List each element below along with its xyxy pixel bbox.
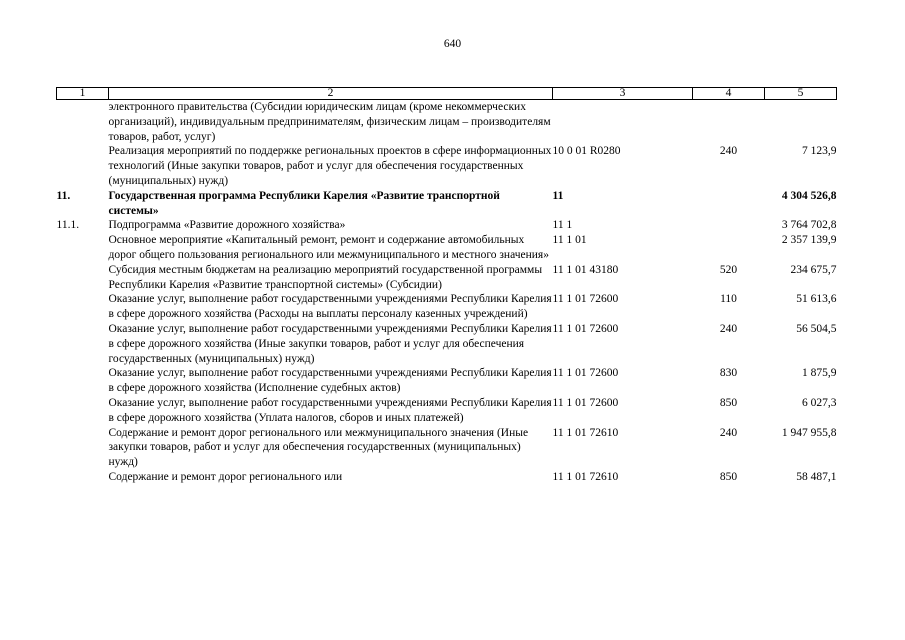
row-number [57,233,109,263]
row-amount: 58 487,1 [796,470,837,483]
budget-table [56,87,837,485]
row-number: 11.1. [56,219,80,232]
row-expense-type: 110 [720,293,737,306]
row-amount: 234 675,7 [790,263,837,276]
row-name: Государственная программа Республики Карелия «Развитие транспортной системы» [108,189,500,217]
table-row [57,100,837,145]
row-expense-type [693,218,765,233]
row-amount: 1 947 955,8 [781,426,837,439]
table-row [57,292,837,322]
row-amount: 56 504,5 [796,322,837,335]
column-header-4: 4 [693,88,765,100]
page-number: 640 [443,38,462,50]
row-name: Субсидия местным бюджетам на реализацию мероприятий государственной программы Республики Карелия «Развитие транспортной системы» (Субсидии) [108,263,543,291]
row-code: 10 0 01 R0280 [552,145,621,158]
row-amount [765,100,837,145]
row-code: 11 1 01 72610 [552,470,619,483]
row-name: Оказание услуг, выполнение работ государственными учреждениями Республики Карелия в сфере дорожного хозяйства (Иные закупки товаров, работ и услуг для обеспечения государственных (муниципальных) нужд) [108,322,552,365]
column-header-2: 2 [109,88,553,100]
row-number [57,426,109,470]
row-expense-type [693,233,765,263]
row-code: 11 1 [552,219,573,232]
row-number [57,100,109,145]
table-body [57,100,837,485]
table-row [57,470,837,485]
row-code: 11 1 01 72600 [552,396,619,409]
row-number [57,263,109,293]
row-name: Реализация мероприятий по поддержке региональных проектов в сфере информационных технологий (Иные закупки товаров, работ и услуг для обеспечения государственных (муниципальных) нужд) [108,145,552,187]
row-name: Содержание и ремонт дорог регионального или межмуниципального значения (Иные закупки товаров, работ и услуг для обеспечения государственных (муниципальных) нужд) [108,426,529,469]
row-name: Оказание услуг, выполнение работ государственными учреждениями Республики Карелия в сфере дорожного хозяйства (Уплата налогов, сборов и иных платежей) [108,396,552,424]
row-code: 11 1 01 [552,234,587,247]
table-row [57,322,837,366]
row-expense-type: 240 [719,426,738,439]
row-code: 11 [552,189,564,202]
header-row [57,88,837,100]
row-expense-type [693,189,765,219]
row-number [57,396,109,426]
row-expense-type: 850 [719,470,738,483]
row-code: 11 1 01 43180 [552,263,619,276]
row-expense-type: 240 [719,145,738,158]
row-number: 11. [56,189,71,202]
row-code [553,100,693,145]
row-amount: 4 304 526,8 [781,189,837,202]
row-amount: 1 875,9 [802,367,837,380]
row-amount: 3 764 702,8 [781,219,837,232]
row-code: 11 1 01 72600 [552,322,619,335]
table-row [57,144,837,188]
row-expense-type: 850 [719,396,738,409]
row-number [57,292,109,322]
row-number [57,144,109,188]
row-code: 11 1 01 72610 [552,426,619,439]
row-number [57,366,109,396]
column-header-1: 1 [57,88,109,100]
row-name: электронного правительства (Субсидии юридическим лицам (кроме некоммерческих организаций), индивидуальным предпринимателям, физическим лицам – производителям товаров, работ, услуг) [108,101,551,143]
row-amount: 6 027,3 [802,396,837,409]
row-name: Оказание услуг, выполнение работ государственными учреждениями Республики Карелия в сфере дорожного хозяйства (Исполнение судебных актов) [108,367,552,395]
row-number [57,470,109,485]
column-header-5: 5 [765,88,837,100]
table-row [57,426,837,470]
row-number [57,322,109,366]
table-row [57,396,837,426]
row-amount: 2 357 139,9 [781,234,837,247]
row-expense-type: 830 [719,367,738,380]
table-row [57,218,837,233]
row-expense-type: 240 [719,322,738,335]
table-row [57,233,837,263]
row-expense-type: 520 [719,263,738,276]
table-row [57,189,837,219]
table-row [57,366,837,396]
table-row [57,263,837,293]
column-header-3: 3 [553,88,693,100]
row-code: 11 1 01 72600 [552,367,619,380]
row-name: Содержание и ремонт дорог регионального или [108,470,343,483]
row-name: Оказание услуг, выполнение работ государственными учреждениями Республики Карелия в сфере дорожного хозяйства (Расходы на выплаты персоналу казенных учреждений) [108,293,552,321]
row-name: Основное мероприятие «Капитальный ремонт, ремонт и содержание автомобильных дорог общего пользования регионального или межмуниципального и местного значения» [108,234,549,261]
row-amount: 7 123,9 [802,145,837,158]
row-expense-type [693,100,765,145]
row-name: Подпрограмма «Развитие дорожного хозяйства» [108,219,346,232]
row-amount: 51 613,6 [796,293,837,306]
row-code: 11 1 01 72600 [552,293,619,306]
